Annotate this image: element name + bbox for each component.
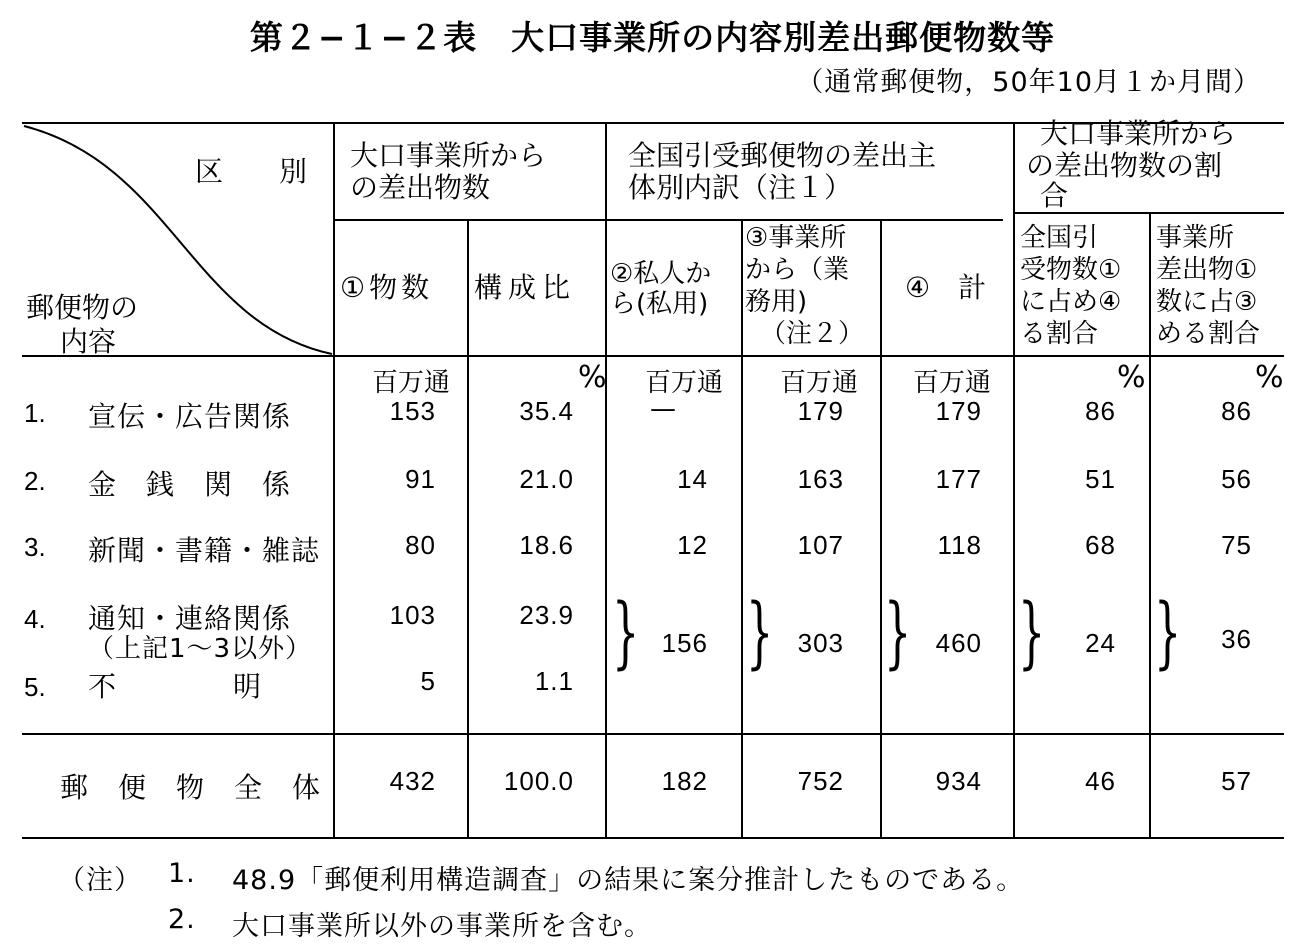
cell-business: 163 [797,464,844,494]
group-header-large-office: 大口事業所から [350,139,547,172]
row-number: 5. [24,672,46,702]
brace-icon: } [884,588,912,678]
unit-label: 百万通 [645,368,724,398]
unit-label: % [1117,360,1146,395]
col-header-private: ら(私用) [610,289,709,319]
cell-ratio13: 75 [1221,530,1252,560]
cell-count: 103 [389,600,436,630]
col-header-ratio14: る割合 [1020,319,1099,349]
col-header-business: （注２） [760,319,865,349]
col-header-total: ④ 計 [905,271,987,304]
total-row-label: 郵 便 物 全 体 [60,771,322,804]
cell-business: 179 [797,396,844,426]
note-text: 大口事業所以外の事業所を含む。 [232,911,652,942]
cell-share: 18.6 [519,530,574,560]
page-title: 第２−１−２表 大口事業所の内容別差出郵便物数等 [249,18,1056,57]
row-number: 2. [24,466,46,496]
note-number: 2. [168,904,196,935]
row-label: 通知・連絡関係 [88,602,292,635]
brace-icon: } [1154,588,1182,678]
corner-header-top: 区 別 [195,155,308,188]
cell-ratio14: 24 [1085,628,1116,658]
cell-count: 432 [389,766,436,796]
col-divider [1013,122,1015,837]
row-label: 新聞・書籍・雑誌 [88,534,321,567]
row-label: 金 銭 関 係 [88,468,292,501]
row-number: 1. [24,398,46,428]
col-header-business: ③事業所 [745,223,847,253]
cell-ratio14: 51 [1085,464,1116,494]
col-divider [605,122,607,837]
cell-ratio14: 86 [1085,396,1116,426]
cell-share: 23.9 [519,600,574,630]
col-divider [467,221,469,837]
cell-business: 303 [797,628,844,658]
brace-icon: } [746,588,774,678]
col-header-ratio13: 差出物① [1156,255,1258,285]
cell-count: 5 [420,666,436,696]
group-header-national: 体別内訳（注１） [628,171,853,204]
col-header-ratio13: 数に占③ [1156,287,1258,317]
note-number: 1. [168,858,196,889]
row-label: 宣伝・広告関係 [88,400,292,433]
group-header-large-office: の差出物数 [350,171,491,204]
cell-total: 177 [935,464,982,494]
cell-ratio14: 46 [1085,766,1116,796]
group-header-ratio: 大口事業所から [1040,117,1237,150]
cell-business: 752 [797,766,844,796]
cell-count: 153 [389,396,436,426]
col-divider [880,221,882,837]
cell-count: 80 [405,530,436,560]
cell-ratio14: 68 [1085,530,1116,560]
cell-private: 182 [661,766,708,796]
col-header-ratio14: に占め④ [1020,287,1122,317]
col-header-ratio14: 全国引 [1020,223,1099,253]
col-header-private: ②私人か [610,259,712,289]
cell-ratio13: 57 [1221,766,1252,796]
brace-icon: } [1018,588,1046,678]
cell-total: 179 [935,396,982,426]
col-header-share: 構成比 [474,271,577,304]
unit-label: 百万通 [780,368,859,398]
group-header-national: 全国引受郵便物の差出主 [628,139,937,172]
unit-label: 百万通 [913,368,992,398]
header-group-rule-left [335,219,1003,221]
cell-share: 100.0 [503,766,574,796]
cell-private: 156 [661,628,708,658]
cell-share: 21.0 [519,464,574,494]
group-header-ratio: の差出物数の割 [1026,149,1223,182]
group-header-ratio: 合 [1040,179,1069,212]
unit-label: % [1255,360,1284,395]
row-label: 不 明 [88,670,263,703]
brace-icon: } [612,588,640,678]
col-divider [1149,214,1151,837]
col-header-count: ①物数 [340,271,434,304]
col-header-business: から（業 [745,255,850,285]
cell-total: 118 [937,530,982,560]
note-text: 48.9「郵便利用構造調査」の結果に案分推計したものである。 [232,865,1025,896]
cell-share: 35.4 [519,396,574,426]
corner-header-bottom: 内容 [60,325,117,358]
cell-total: 934 [935,766,982,796]
row-label-sub: （上記1〜3以外） [88,634,313,664]
cell-ratio13: 56 [1221,464,1252,494]
cell-private: — [650,394,676,424]
col-header-ratio14: 受物数① [1020,255,1122,285]
cell-private: 12 [677,530,708,560]
cell-share: 1.1 [534,666,574,696]
note-prefix: （注） [58,865,142,896]
cell-total: 460 [935,628,982,658]
col-header-ratio13: 事業所 [1156,223,1235,253]
unit-label: % [578,360,607,395]
col-divider [741,221,743,837]
row-number: 4. [24,604,46,634]
cell-count: 91 [405,464,436,494]
row-number: 3. [24,532,46,562]
cell-business: 107 [797,530,844,560]
total-separator-rule [22,733,1284,735]
corner-header-bottom: 郵便物の [26,291,139,324]
unit-label: 百万通 [372,368,451,398]
cell-private: 14 [677,464,708,494]
cell-ratio13: 36 [1221,624,1252,654]
table-subtitle: （通常郵便物，50年10月１か月間） [796,67,1261,98]
table-bottom-rule [22,837,1284,839]
col-header-ratio13: める割合 [1156,319,1261,349]
cell-ratio13: 86 [1221,396,1252,426]
col-header-business: 務用) [745,287,808,317]
